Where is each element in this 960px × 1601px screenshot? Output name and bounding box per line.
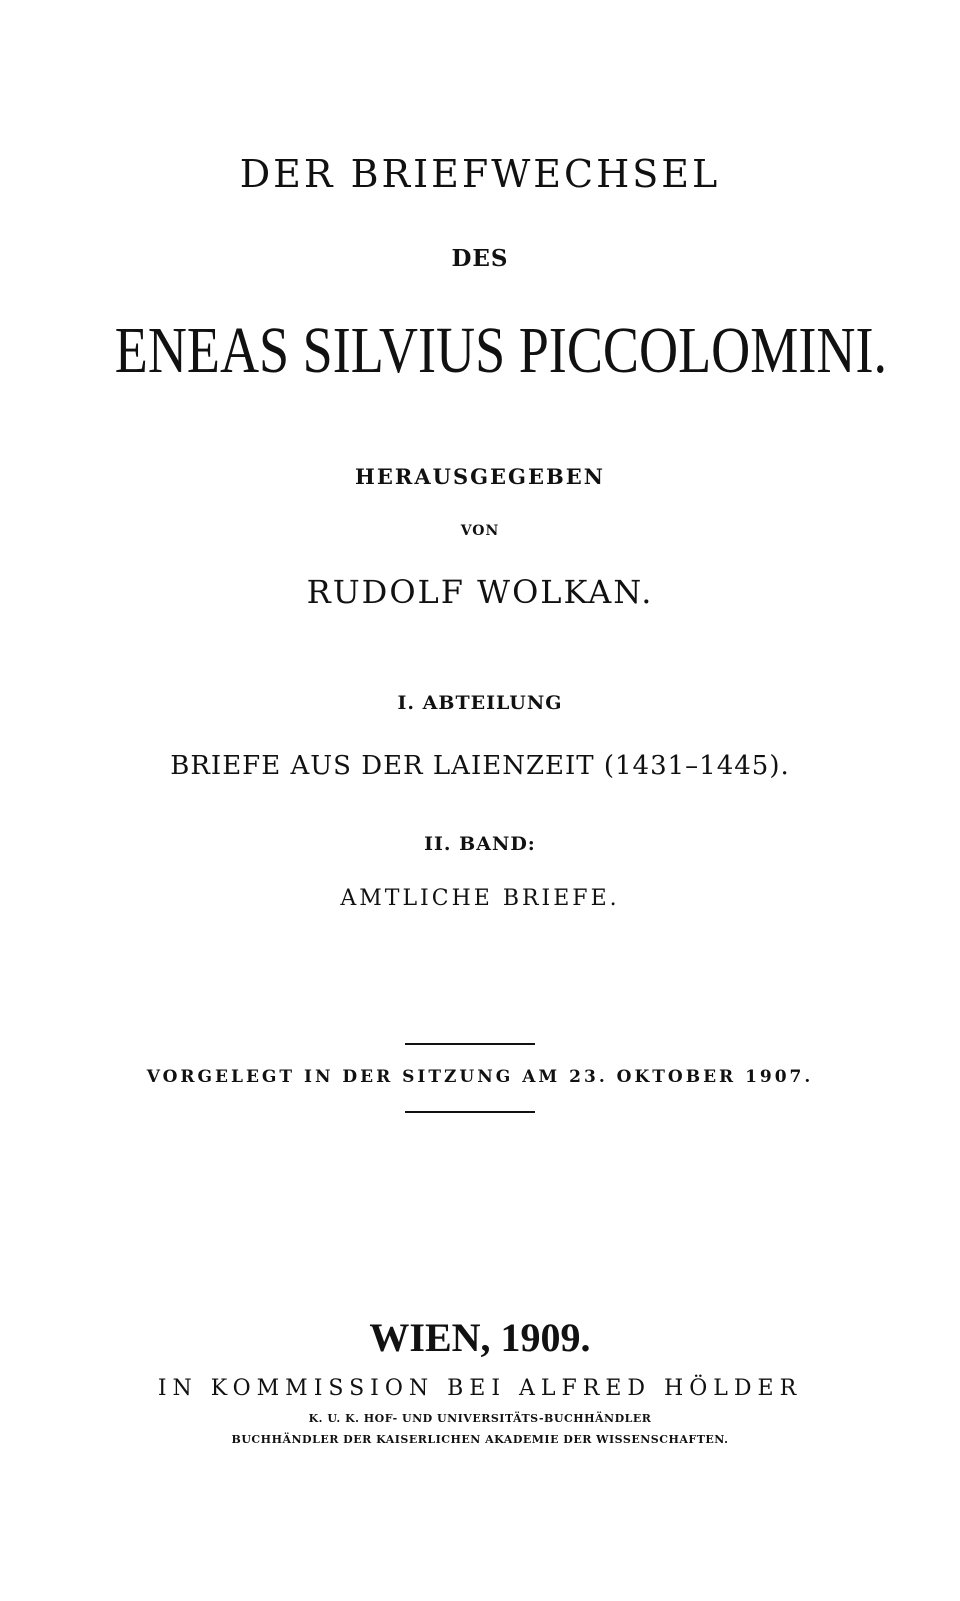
title-line-2: DES xyxy=(451,245,509,272)
editor-von: VON xyxy=(460,523,500,539)
imprint-publisher: IN KOMMISSION BEI ALFRED HÖLDER xyxy=(157,1376,803,1401)
title-line-1: DER BRIEFWECHSEL xyxy=(239,152,721,196)
main-title-text: ENEAS SILVIUS PICCOLOMINI. xyxy=(114,314,888,387)
imprint-publisher-line-2: BUCHHÄNDLER DER KAISERLICHEN AKADEMIE DER WISSENSCHAFTEN. xyxy=(231,1433,729,1446)
imprint-publisher-line-1: K. U. K. HOF- UND UNIVERSITÄTS-BUCHHÄNDLER xyxy=(308,1412,652,1425)
editor-intro: HERAUSGEGEBEN xyxy=(355,464,605,489)
division-title: BRIEFE AUS DER LAIENZEIT (1431–1445). xyxy=(170,751,790,781)
volume-title: AMTLICHE BRIEFE. xyxy=(340,886,620,911)
imprint-place-year: WIEN, 1909. xyxy=(369,1315,591,1360)
editor-name: RUDOLF WOLKAN. xyxy=(306,573,654,611)
divider-rule-bottom xyxy=(405,1111,535,1113)
main-title xyxy=(30,314,930,387)
divider-rule-top xyxy=(405,1043,535,1045)
volume-label: II. BAND: xyxy=(424,833,536,855)
division-label: I. ABTEILUNG xyxy=(397,692,563,714)
presented-note: VORGELEGT IN DER SITZUNG AM 23. OKTOBER 1907. xyxy=(146,1067,814,1087)
